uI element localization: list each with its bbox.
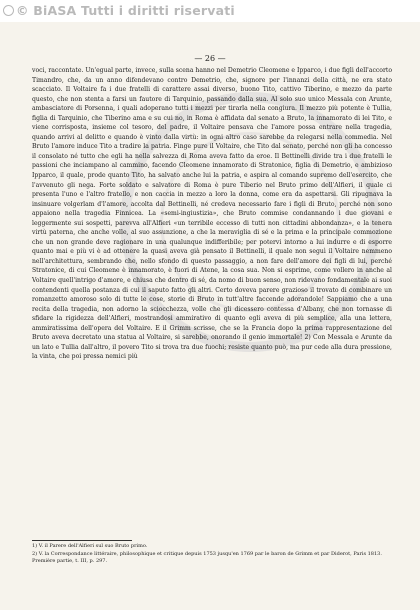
page-number: — 26 — [194,54,226,63]
library-logo-icon [3,5,14,16]
watermark-banner [0,0,420,22]
footnote-2: 2) V. la Correspondance littéraire, philosophique et critique depuis 1753 jusqu'en 1769 par le baron de Grimm et par Diderot, Paris 1813. Première partie, t. III, p. 297. [32,550,382,564]
footnote-divider [32,540,132,541]
watermark-text: © BiASA Tutti i diritti riservati [16,3,235,18]
body-text: voci, raccontate. Un'egual parte, invece, sulla scena hanno nel Demetrio Cleomene e Ipparco, i due figli dell'accorto Timandro, che, da un anno difendevano contro Demetrio, che, signore per l'innanzi della città, ne era stato scacciato. Il Voltaire fa i due fratelli di carattere assai diverso, buono Tito, cattivo Tiberino, e mezzo da parte questo, che non stenta a farsi un fautore di Tarquinio, passando dalla sua. Al solo suo unico Messala con Arunte, ambasciatore di Porsenna, i quali adoperano tutti i mezzi per tirarla nella congiura. Il mezzo più potente è Tullia, figlia di Tarquinio, che Tiberino ama e su cui no, in Roma è affidata dal senato a Bruto, la innamorato di lei Tito, e viene corrisposta, insieme col tesoro, del padre, il Voltaire pensava che l'amore possa entrare nella tragedia, quando arrivi al delitto e quando è vinto dalla virtù: in ogni altro caso sarebbe da relegarsi nella commedia. Nel Bruto l'amore induce Tito a tradire la patria. Finge pure il Voltaire, che Tito dal senato, perché non gli ha concesso il consolato né tutto che egli ha nella salvezza di Roma aveva fatto da eroe. Il Bettinelli divide tra i due fratelli le passioni che inciampano al cammino, facendo Cleomene innamorato di Stratonice, figlia di Demetrio, e ambizioso Ipparco, il quale, prode quanto Tito, ha salvato anche lui la patria, e aspira al comando supremo dell'esercito, che l'avvenuto gli nega. Forte soldato e salvatore di Roma è pure Tiberio nel Bruto primo dell'Alfieri, il quale ci presenta l'uno e l'altro fratello, e non caccia in mezzo a loro la donna, come era da aspettarsi. Gli ripugnava la insinuare volgerlam d'l'amore, accolta dal Bettinelli, né credeva necessario fare i figli di Bruto, perché non sono appaiono nella tragedia Finnicea. La «semi-ingiustizia», che Bruto commise condannando i due giovani e leggermente sui sospetti, parevva all'Alfieri «un terribile eccesso di tutti non cittadini abbondanza», e la tenera virtù paterna, che anche volle, al suo assunzione, a che la meraviglia di sé e la prima e la principale commozione che un non grande deve ragionare in una qualunque indifferibile; per potervi intorno a lui indurre e di esporre quanto mai e più vi è ad ottenere la quasi aveva già pensato il Bettinelli, il quale non seguì il Voltaire nemmeno nell'architettura, sembrando che, nello sfondo di questo passaggio, a non fare dell'amore dei figli di lui, perché Stratonice, di cui Cleomene è innamorato, è fuori di Atene, la cosa sua. Non si esprime, come vollero in anche al Voltaire quell'intrigo d'amore, e chiusa che dentro di sé, da nomo di buon senso, non ridevano fondamentale ai suoi contendenti quella postanza di cui il saputo fatto gli altri. Certo doveva parere grazioso il trovato di combinare un romanzetto amoroso solo di tutte le cose, storie di Bruto in tutt'altre faccende adorandole! Sappiamo che a una recita della tragedia, non adorno la sciocchezza, volle che gli dicessero contessa d'Albany, che non tornasse di sfidare la rigidezza dell'Alfieri, mostrandosi ammirativo di quanto egli aveva di più semplice, alla una lettera, ammiratissima dell'opera del Voltaire. E il Grimm scrisse, che se la Francia dopo la prima rappresentazione del Bruto aveva decretato una statua al Voltaire, si sarebbe, onorando il genio immortale! 2) Con Messala e Arunte da un lato e Tullia dall'altro, il povero Tito si trova tra due fuochi; resiste quanto può, ma pur cede alla dura pressione, la vinta, che poi pressa nemici più [32,67,392,361]
footnote-1: 1) V. il Parere dell'Alfieri sul suo Bruto primo. [32,543,148,549]
footnotes [32,543,392,566]
scanned-page [0,22,420,610]
